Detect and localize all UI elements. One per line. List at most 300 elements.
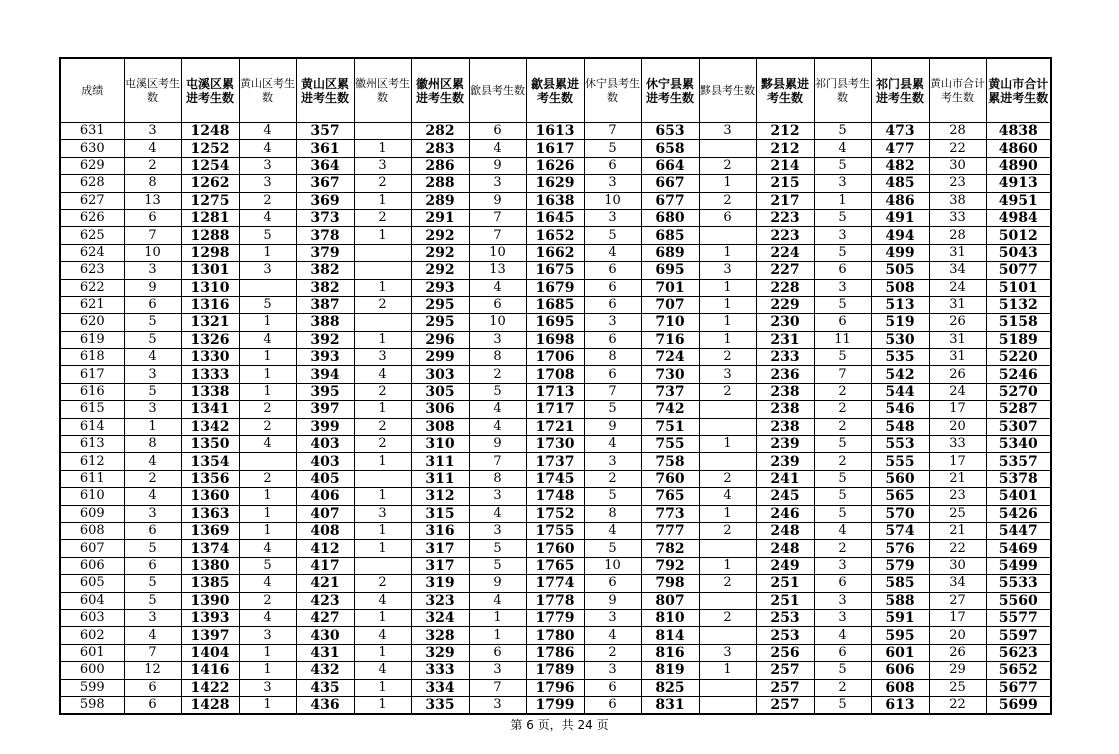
count-cell: 9 bbox=[469, 192, 526, 209]
count-cell: 4 bbox=[124, 349, 181, 366]
count-cell: 6 bbox=[469, 123, 526, 140]
count-cell: 1 bbox=[354, 679, 411, 696]
count-cell: 2 bbox=[699, 157, 756, 174]
count-cell: 392 bbox=[296, 331, 354, 348]
count-cell: 3 bbox=[469, 662, 526, 679]
count-cell: 1252 bbox=[181, 140, 239, 157]
count-cell: 2 bbox=[699, 575, 756, 592]
count-cell: 26 bbox=[929, 314, 986, 331]
count-cell: 212 bbox=[756, 123, 814, 140]
count-cell: 2 bbox=[124, 157, 181, 174]
count-cell bbox=[239, 453, 296, 470]
count-cell: 283 bbox=[411, 140, 469, 157]
score-cell: 616 bbox=[60, 383, 124, 400]
count-cell: 685 bbox=[641, 227, 699, 244]
count-cell: 30 bbox=[929, 157, 986, 174]
count-cell: 1363 bbox=[181, 505, 239, 522]
count-cell: 38 bbox=[929, 192, 986, 209]
count-cell: 1 bbox=[354, 522, 411, 539]
count-cell: 1 bbox=[239, 244, 296, 261]
count-cell: 20 bbox=[929, 418, 986, 435]
table-header bbox=[60, 58, 1051, 123]
count-cell: 317 bbox=[411, 540, 469, 557]
count-cell: 1737 bbox=[526, 453, 584, 470]
count-cell: 5 bbox=[814, 488, 871, 505]
column-header: 黟县考生数 bbox=[699, 58, 756, 123]
count-cell: 328 bbox=[411, 627, 469, 644]
count-cell: 397 bbox=[296, 401, 354, 418]
count-cell: 17 bbox=[929, 453, 986, 470]
count-cell: 816 bbox=[641, 644, 699, 661]
count-cell: 6 bbox=[814, 575, 871, 592]
count-cell: 2 bbox=[239, 192, 296, 209]
count-cell: 773 bbox=[641, 505, 699, 522]
count-cell: 508 bbox=[871, 279, 929, 296]
count-cell: 606 bbox=[871, 662, 929, 679]
count-cell: 7 bbox=[469, 679, 526, 696]
count-cell: 22 bbox=[929, 540, 986, 557]
count-cell: 1 bbox=[699, 314, 756, 331]
count-cell: 530 bbox=[871, 331, 929, 348]
count-cell: 34 bbox=[929, 575, 986, 592]
count-cell: 6 bbox=[124, 296, 181, 313]
count-cell: 3 bbox=[814, 175, 871, 192]
count-cell: 10 bbox=[469, 314, 526, 331]
count-cell: 412 bbox=[296, 540, 354, 557]
count-cell: 5357 bbox=[986, 453, 1051, 470]
count-cell: 3 bbox=[239, 627, 296, 644]
count-cell bbox=[354, 262, 411, 279]
count-cell: 238 bbox=[756, 401, 814, 418]
count-cell: 3 bbox=[584, 662, 641, 679]
column-header: 休宁县累进考生数 bbox=[641, 58, 699, 123]
count-cell: 579 bbox=[871, 557, 929, 574]
count-cell: 431 bbox=[296, 644, 354, 661]
count-cell: 1652 bbox=[526, 227, 584, 244]
count-cell: 34 bbox=[929, 262, 986, 279]
count-cell: 292 bbox=[411, 262, 469, 279]
count-cell: 1 bbox=[814, 192, 871, 209]
count-cell: 5 bbox=[584, 540, 641, 557]
count-cell: 31 bbox=[929, 331, 986, 348]
score-cell: 607 bbox=[60, 540, 124, 557]
count-cell: 3 bbox=[814, 609, 871, 626]
count-cell bbox=[354, 557, 411, 574]
count-cell: 1350 bbox=[181, 436, 239, 453]
count-cell: 3 bbox=[699, 366, 756, 383]
table-row bbox=[60, 418, 1051, 435]
count-cell: 10 bbox=[584, 192, 641, 209]
count-cell: 595 bbox=[871, 627, 929, 644]
count-cell: 4 bbox=[239, 540, 296, 557]
score-table-container bbox=[59, 57, 1052, 715]
count-cell: 601 bbox=[871, 644, 929, 661]
count-cell: 485 bbox=[871, 175, 929, 192]
count-cell: 286 bbox=[411, 157, 469, 174]
count-cell: 2 bbox=[699, 470, 756, 487]
count-cell: 664 bbox=[641, 157, 699, 174]
count-cell: 22 bbox=[929, 140, 986, 157]
score-cell: 617 bbox=[60, 366, 124, 383]
count-cell: 317 bbox=[411, 557, 469, 574]
count-cell: 658 bbox=[641, 140, 699, 157]
count-cell: 1698 bbox=[526, 331, 584, 348]
count-cell: 1254 bbox=[181, 157, 239, 174]
count-cell: 1796 bbox=[526, 679, 584, 696]
count-cell: 5270 bbox=[986, 383, 1051, 400]
count-cell: 4 bbox=[584, 244, 641, 261]
count-cell: 364 bbox=[296, 157, 354, 174]
count-cell: 2 bbox=[354, 175, 411, 192]
count-cell bbox=[699, 696, 756, 714]
score-cell: 613 bbox=[60, 436, 124, 453]
count-cell: 4 bbox=[584, 436, 641, 453]
score-cell: 606 bbox=[60, 557, 124, 574]
count-cell: 782 bbox=[641, 540, 699, 557]
count-cell: 357 bbox=[296, 123, 354, 140]
count-cell: 9 bbox=[584, 418, 641, 435]
count-cell: 555 bbox=[871, 453, 929, 470]
count-cell: 4 bbox=[814, 140, 871, 157]
count-cell: 755 bbox=[641, 436, 699, 453]
count-cell: 4 bbox=[469, 418, 526, 435]
count-cell: 23 bbox=[929, 488, 986, 505]
count-cell: 399 bbox=[296, 418, 354, 435]
count-cell: 1774 bbox=[526, 575, 584, 592]
count-cell: 519 bbox=[871, 314, 929, 331]
count-cell: 588 bbox=[871, 592, 929, 609]
count-cell: 1354 bbox=[181, 453, 239, 470]
count-cell: 387 bbox=[296, 296, 354, 313]
count-cell: 608 bbox=[871, 679, 929, 696]
count-cell bbox=[354, 470, 411, 487]
count-cell: 251 bbox=[756, 575, 814, 592]
count-cell: 1780 bbox=[526, 627, 584, 644]
count-cell: 4 bbox=[354, 662, 411, 679]
count-cell: 24 bbox=[929, 383, 986, 400]
score-cell: 604 bbox=[60, 592, 124, 609]
count-cell: 5 bbox=[814, 349, 871, 366]
count-cell bbox=[699, 679, 756, 696]
count-cell: 4951 bbox=[986, 192, 1051, 209]
count-cell: 1789 bbox=[526, 662, 584, 679]
count-cell: 1275 bbox=[181, 192, 239, 209]
count-cell: 486 bbox=[871, 192, 929, 209]
table-row bbox=[60, 383, 1051, 400]
count-cell: 5 bbox=[814, 696, 871, 714]
count-cell: 548 bbox=[871, 418, 929, 435]
count-cell: 30 bbox=[929, 557, 986, 574]
count-cell: 5623 bbox=[986, 644, 1051, 661]
count-cell: 423 bbox=[296, 592, 354, 609]
count-cell: 296 bbox=[411, 331, 469, 348]
count-cell: 1 bbox=[699, 296, 756, 313]
count-cell: 7 bbox=[814, 366, 871, 383]
table-row bbox=[60, 349, 1051, 366]
count-cell: 1 bbox=[699, 662, 756, 679]
count-cell: 5043 bbox=[986, 244, 1051, 261]
score-cell: 618 bbox=[60, 349, 124, 366]
count-cell: 3 bbox=[124, 262, 181, 279]
count-cell: 2 bbox=[814, 540, 871, 557]
count-cell: 2 bbox=[814, 679, 871, 696]
count-cell: 6 bbox=[584, 279, 641, 296]
count-cell: 491 bbox=[871, 209, 929, 226]
table-row bbox=[60, 209, 1051, 226]
count-cell: 574 bbox=[871, 522, 929, 539]
count-cell: 8 bbox=[124, 175, 181, 192]
count-cell: 5560 bbox=[986, 592, 1051, 609]
count-cell: 737 bbox=[641, 383, 699, 400]
count-cell: 613 bbox=[871, 696, 929, 714]
count-cell: 1374 bbox=[181, 540, 239, 557]
count-cell bbox=[239, 279, 296, 296]
count-cell: 5 bbox=[814, 244, 871, 261]
count-cell: 295 bbox=[411, 296, 469, 313]
score-cell: 628 bbox=[60, 175, 124, 192]
count-cell: 382 bbox=[296, 279, 354, 296]
count-cell: 1 bbox=[699, 557, 756, 574]
count-cell: 1679 bbox=[526, 279, 584, 296]
count-cell: 215 bbox=[756, 175, 814, 192]
column-header: 休宁县考生数 bbox=[584, 58, 641, 123]
count-cell: 6 bbox=[699, 209, 756, 226]
count-cell: 1613 bbox=[526, 123, 584, 140]
count-cell: 4 bbox=[584, 522, 641, 539]
table-row bbox=[60, 522, 1051, 539]
count-cell: 2 bbox=[699, 349, 756, 366]
count-cell: 233 bbox=[756, 349, 814, 366]
count-cell: 7 bbox=[469, 227, 526, 244]
count-cell: 4 bbox=[239, 209, 296, 226]
score-cell: 624 bbox=[60, 244, 124, 261]
count-cell: 1330 bbox=[181, 349, 239, 366]
count-cell: 5246 bbox=[986, 366, 1051, 383]
score-cell: 610 bbox=[60, 488, 124, 505]
count-cell: 405 bbox=[296, 470, 354, 487]
table-row bbox=[60, 662, 1051, 679]
count-cell: 323 bbox=[411, 592, 469, 609]
count-cell: 23 bbox=[929, 175, 986, 192]
column-header: 黄山区考生数 bbox=[239, 58, 296, 123]
column-header: 黄山市合计考生数 bbox=[929, 58, 986, 123]
count-cell: 7 bbox=[584, 383, 641, 400]
score-cell: 598 bbox=[60, 696, 124, 714]
count-cell: 2 bbox=[814, 401, 871, 418]
score-cell: 622 bbox=[60, 279, 124, 296]
count-cell: 5077 bbox=[986, 262, 1051, 279]
count-cell: 2 bbox=[239, 592, 296, 609]
table-row bbox=[60, 123, 1051, 140]
count-cell: 1 bbox=[239, 505, 296, 522]
count-cell: 1369 bbox=[181, 522, 239, 539]
count-cell: 333 bbox=[411, 662, 469, 679]
table-row bbox=[60, 436, 1051, 453]
count-cell: 2 bbox=[239, 470, 296, 487]
count-cell: 4 bbox=[354, 627, 411, 644]
count-cell: 2 bbox=[814, 453, 871, 470]
count-cell: 5101 bbox=[986, 279, 1051, 296]
count-cell: 5340 bbox=[986, 436, 1051, 453]
count-cell: 1 bbox=[239, 383, 296, 400]
count-cell: 695 bbox=[641, 262, 699, 279]
count-cell: 3 bbox=[239, 175, 296, 192]
count-cell: 535 bbox=[871, 349, 929, 366]
count-cell: 4890 bbox=[986, 157, 1051, 174]
count-cell: 4 bbox=[124, 488, 181, 505]
count-cell: 5401 bbox=[986, 488, 1051, 505]
count-cell: 6 bbox=[584, 696, 641, 714]
count-cell: 5677 bbox=[986, 679, 1051, 696]
count-cell: 2 bbox=[239, 418, 296, 435]
column-header: 歙县累进考生数 bbox=[526, 58, 584, 123]
count-cell: 1 bbox=[239, 314, 296, 331]
count-cell: 2 bbox=[699, 383, 756, 400]
count-cell: 4 bbox=[699, 488, 756, 505]
count-cell: 1748 bbox=[526, 488, 584, 505]
score-cell: 611 bbox=[60, 470, 124, 487]
count-cell: 2 bbox=[584, 470, 641, 487]
count-cell: 4 bbox=[239, 609, 296, 626]
count-cell: 1786 bbox=[526, 644, 584, 661]
score-cell: 627 bbox=[60, 192, 124, 209]
count-cell bbox=[699, 540, 756, 557]
count-cell: 421 bbox=[296, 575, 354, 592]
count-cell: 9 bbox=[124, 279, 181, 296]
count-cell: 393 bbox=[296, 349, 354, 366]
count-cell bbox=[699, 453, 756, 470]
table-row bbox=[60, 175, 1051, 192]
count-cell: 303 bbox=[411, 366, 469, 383]
count-cell: 6 bbox=[584, 366, 641, 383]
count-cell: 21 bbox=[929, 522, 986, 539]
count-cell: 436 bbox=[296, 696, 354, 714]
count-cell bbox=[354, 314, 411, 331]
count-cell: 4 bbox=[124, 453, 181, 470]
count-cell: 4 bbox=[239, 123, 296, 140]
count-cell: 3 bbox=[354, 505, 411, 522]
count-cell: 5220 bbox=[986, 349, 1051, 366]
count-cell: 394 bbox=[296, 366, 354, 383]
count-cell: 1 bbox=[354, 540, 411, 557]
count-cell: 379 bbox=[296, 244, 354, 261]
count-cell: 253 bbox=[756, 627, 814, 644]
count-cell: 257 bbox=[756, 662, 814, 679]
count-cell: 1360 bbox=[181, 488, 239, 505]
count-cell: 689 bbox=[641, 244, 699, 261]
count-cell: 282 bbox=[411, 123, 469, 140]
count-cell: 3 bbox=[469, 175, 526, 192]
score-distribution-table bbox=[59, 57, 1052, 715]
count-cell: 26 bbox=[929, 644, 986, 661]
count-cell: 505 bbox=[871, 262, 929, 279]
count-cell: 576 bbox=[871, 540, 929, 557]
count-cell: 1 bbox=[354, 401, 411, 418]
count-cell: 4 bbox=[814, 522, 871, 539]
count-cell: 245 bbox=[756, 488, 814, 505]
count-cell: 316 bbox=[411, 522, 469, 539]
count-cell: 308 bbox=[411, 418, 469, 435]
count-cell: 2 bbox=[814, 383, 871, 400]
count-cell: 12 bbox=[124, 662, 181, 679]
count-cell: 239 bbox=[756, 436, 814, 453]
score-cell: 620 bbox=[60, 314, 124, 331]
table-row bbox=[60, 696, 1051, 714]
count-cell: 25 bbox=[929, 679, 986, 696]
count-cell: 807 bbox=[641, 592, 699, 609]
count-cell: 1 bbox=[239, 696, 296, 714]
count-cell: 5597 bbox=[986, 627, 1051, 644]
count-cell: 1629 bbox=[526, 175, 584, 192]
score-cell: 614 bbox=[60, 418, 124, 435]
count-cell: 765 bbox=[641, 488, 699, 505]
count-cell: 542 bbox=[871, 366, 929, 383]
count-cell: 408 bbox=[296, 522, 354, 539]
table-row bbox=[60, 575, 1051, 592]
count-cell: 1 bbox=[354, 696, 411, 714]
count-cell: 2 bbox=[354, 209, 411, 226]
column-header: 黟县累进考生数 bbox=[756, 58, 814, 123]
count-cell bbox=[699, 140, 756, 157]
count-cell: 334 bbox=[411, 679, 469, 696]
count-cell: 9 bbox=[469, 436, 526, 453]
count-cell: 4860 bbox=[986, 140, 1051, 157]
count-cell: 10 bbox=[469, 244, 526, 261]
count-cell: 223 bbox=[756, 227, 814, 244]
count-cell: 5469 bbox=[986, 540, 1051, 557]
count-cell: 6 bbox=[584, 575, 641, 592]
table-row bbox=[60, 609, 1051, 626]
count-cell: 6 bbox=[584, 157, 641, 174]
count-cell: 1760 bbox=[526, 540, 584, 557]
count-cell: 5378 bbox=[986, 470, 1051, 487]
table-row bbox=[60, 401, 1051, 418]
count-cell: 17 bbox=[929, 401, 986, 418]
count-cell bbox=[354, 123, 411, 140]
count-cell: 6 bbox=[124, 557, 181, 574]
count-cell: 1 bbox=[354, 331, 411, 348]
count-cell: 214 bbox=[756, 157, 814, 174]
count-cell: 1638 bbox=[526, 192, 584, 209]
count-cell: 792 bbox=[641, 557, 699, 574]
count-cell: 6 bbox=[814, 644, 871, 661]
count-cell: 2 bbox=[469, 366, 526, 383]
count-cell: 223 bbox=[756, 209, 814, 226]
count-cell: 8 bbox=[584, 505, 641, 522]
count-cell: 306 bbox=[411, 401, 469, 418]
score-cell: 602 bbox=[60, 627, 124, 644]
count-cell: 1 bbox=[354, 192, 411, 209]
count-cell: 3 bbox=[124, 609, 181, 626]
count-cell: 1721 bbox=[526, 418, 584, 435]
count-cell: 760 bbox=[641, 470, 699, 487]
count-cell: 22 bbox=[929, 696, 986, 714]
score-cell: 599 bbox=[60, 679, 124, 696]
count-cell bbox=[699, 418, 756, 435]
count-cell: 256 bbox=[756, 644, 814, 661]
count-cell: 1755 bbox=[526, 522, 584, 539]
count-cell: 6 bbox=[584, 296, 641, 313]
count-cell: 2 bbox=[699, 522, 756, 539]
score-cell: 626 bbox=[60, 209, 124, 226]
count-cell: 4 bbox=[584, 627, 641, 644]
count-cell: 224 bbox=[756, 244, 814, 261]
table-row bbox=[60, 540, 1051, 557]
count-cell: 1 bbox=[354, 644, 411, 661]
count-cell: 8 bbox=[124, 436, 181, 453]
count-cell: 1752 bbox=[526, 505, 584, 522]
count-cell: 2 bbox=[699, 609, 756, 626]
